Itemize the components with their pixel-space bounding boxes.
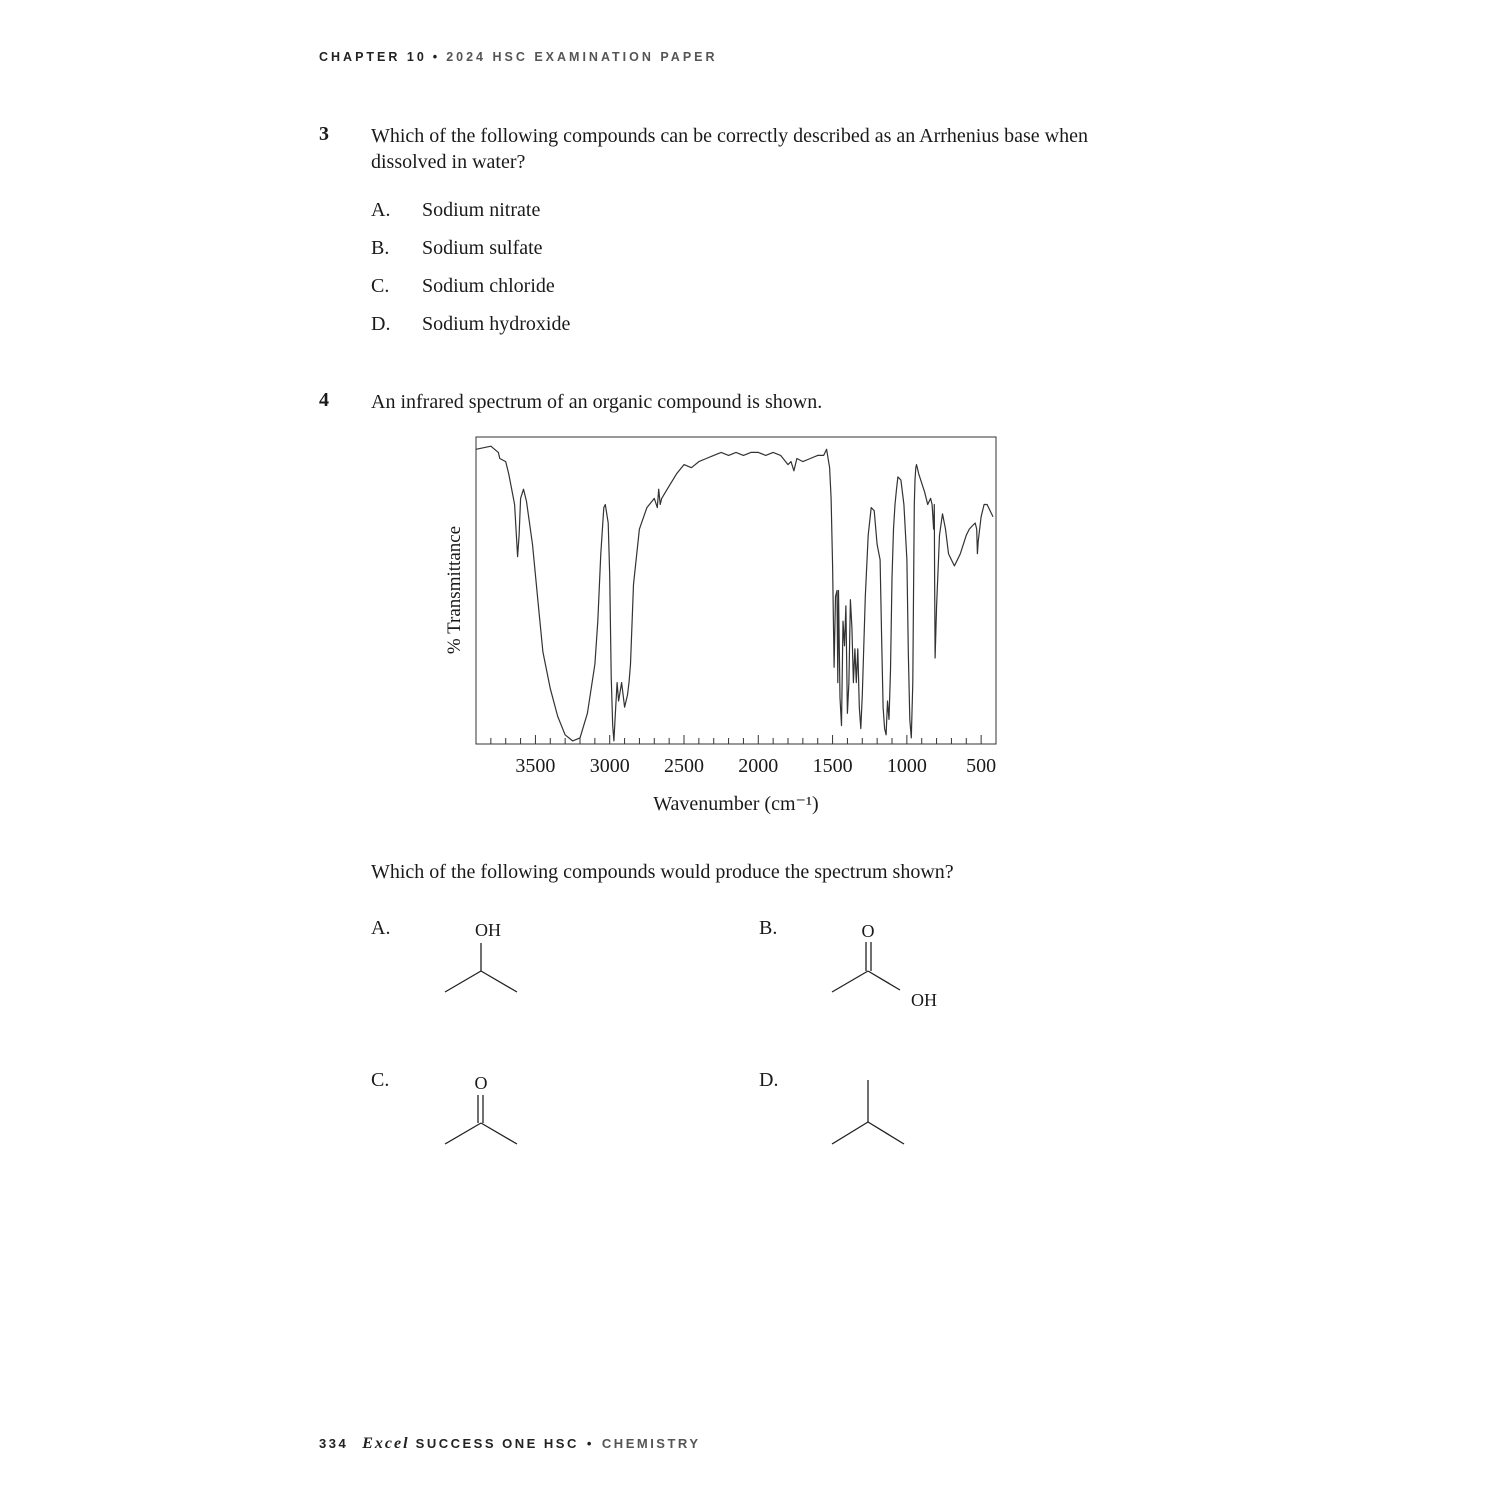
q4-option-c-structure <box>440 1067 530 1152</box>
plot-frame <box>476 437 996 744</box>
tick-label-500: 500 <box>966 755 997 777</box>
carbonyl-oxygen-label: O <box>474 1073 488 1093</box>
paper-title: 2024 HSC EXAMINATION PAPER <box>446 50 718 64</box>
bond <box>445 971 481 992</box>
q3-option-c-text: Sodium chloride <box>422 275 555 297</box>
question-3-number: 3 <box>319 123 329 145</box>
tick-label-1500: 1500 <box>812 755 853 777</box>
q4-option-d-letter: D. <box>759 1069 779 1091</box>
spectrum-line <box>476 446 993 741</box>
brand-logo: Excel <box>362 1435 410 1452</box>
running-head <box>319 50 718 64</box>
q3-option-b-text: Sodium sulfate <box>422 237 543 259</box>
x-axis-label: Wavenumber (cm⁻¹) <box>653 793 819 815</box>
q4-option-b-letter: B. <box>759 917 778 939</box>
subject-label: CHEMISTRY <box>601 1436 701 1451</box>
page-footer <box>319 1435 701 1453</box>
bond <box>481 971 517 992</box>
tick-label-1000: 1000 <box>886 755 927 777</box>
question-4-intro: An infrared spectrum of an organic compound is shown. <box>371 391 823 413</box>
hydroxyl-label: OH <box>475 920 501 940</box>
tick-label-3000: 3000 <box>589 755 630 777</box>
bond <box>445 1123 481 1144</box>
q3-option-a-letter: A. <box>371 199 391 221</box>
bond <box>481 1123 517 1144</box>
q3-option-d-text: Sodium hydroxide <box>422 313 571 335</box>
q4-option-c-letter: C. <box>371 1069 390 1091</box>
tick-label-2500: 2500 <box>664 755 704 777</box>
separator-dot: • <box>586 1436 594 1451</box>
carbonyl-oxygen-label: O <box>861 921 875 941</box>
tick-label-3500: 3500 <box>515 755 556 777</box>
page-number: 334 <box>319 1436 349 1451</box>
q4-option-a-letter: A. <box>371 917 391 939</box>
question-4-number: 4 <box>319 389 329 411</box>
chapter-label: CHAPTER 10 <box>319 50 427 64</box>
question-3-text: Which of the following compounds can be correctly described as an Arrhenius base when dissolved in water? <box>371 125 1088 173</box>
bond <box>832 1122 868 1144</box>
q3-option-b-letter: B. <box>371 237 390 259</box>
q4-option-a-structure <box>440 915 530 1000</box>
q3-option-a-text: Sodium nitrate <box>422 199 541 221</box>
x-axis-tick-labels <box>515 755 996 777</box>
bond <box>832 971 868 992</box>
q4-option-b-structure <box>828 915 948 1015</box>
question-4-prompt: Which of the following compounds would produce the spectrum shown? <box>371 861 954 883</box>
bond <box>868 971 900 990</box>
q3-option-d-letter: D. <box>371 313 391 335</box>
y-axis-label: % Transmittance <box>444 525 465 655</box>
ir-spectrum-chart <box>430 425 1010 825</box>
tick-label-2000: 2000 <box>738 755 779 777</box>
bond <box>868 1122 904 1144</box>
hydroxyl-label: OH <box>911 990 937 1010</box>
q4-option-d-structure <box>828 1075 918 1150</box>
series-title: SUCCESS ONE HSC <box>415 1436 579 1451</box>
separator-dot: • <box>432 50 441 64</box>
q3-option-c-letter: C. <box>371 275 390 297</box>
